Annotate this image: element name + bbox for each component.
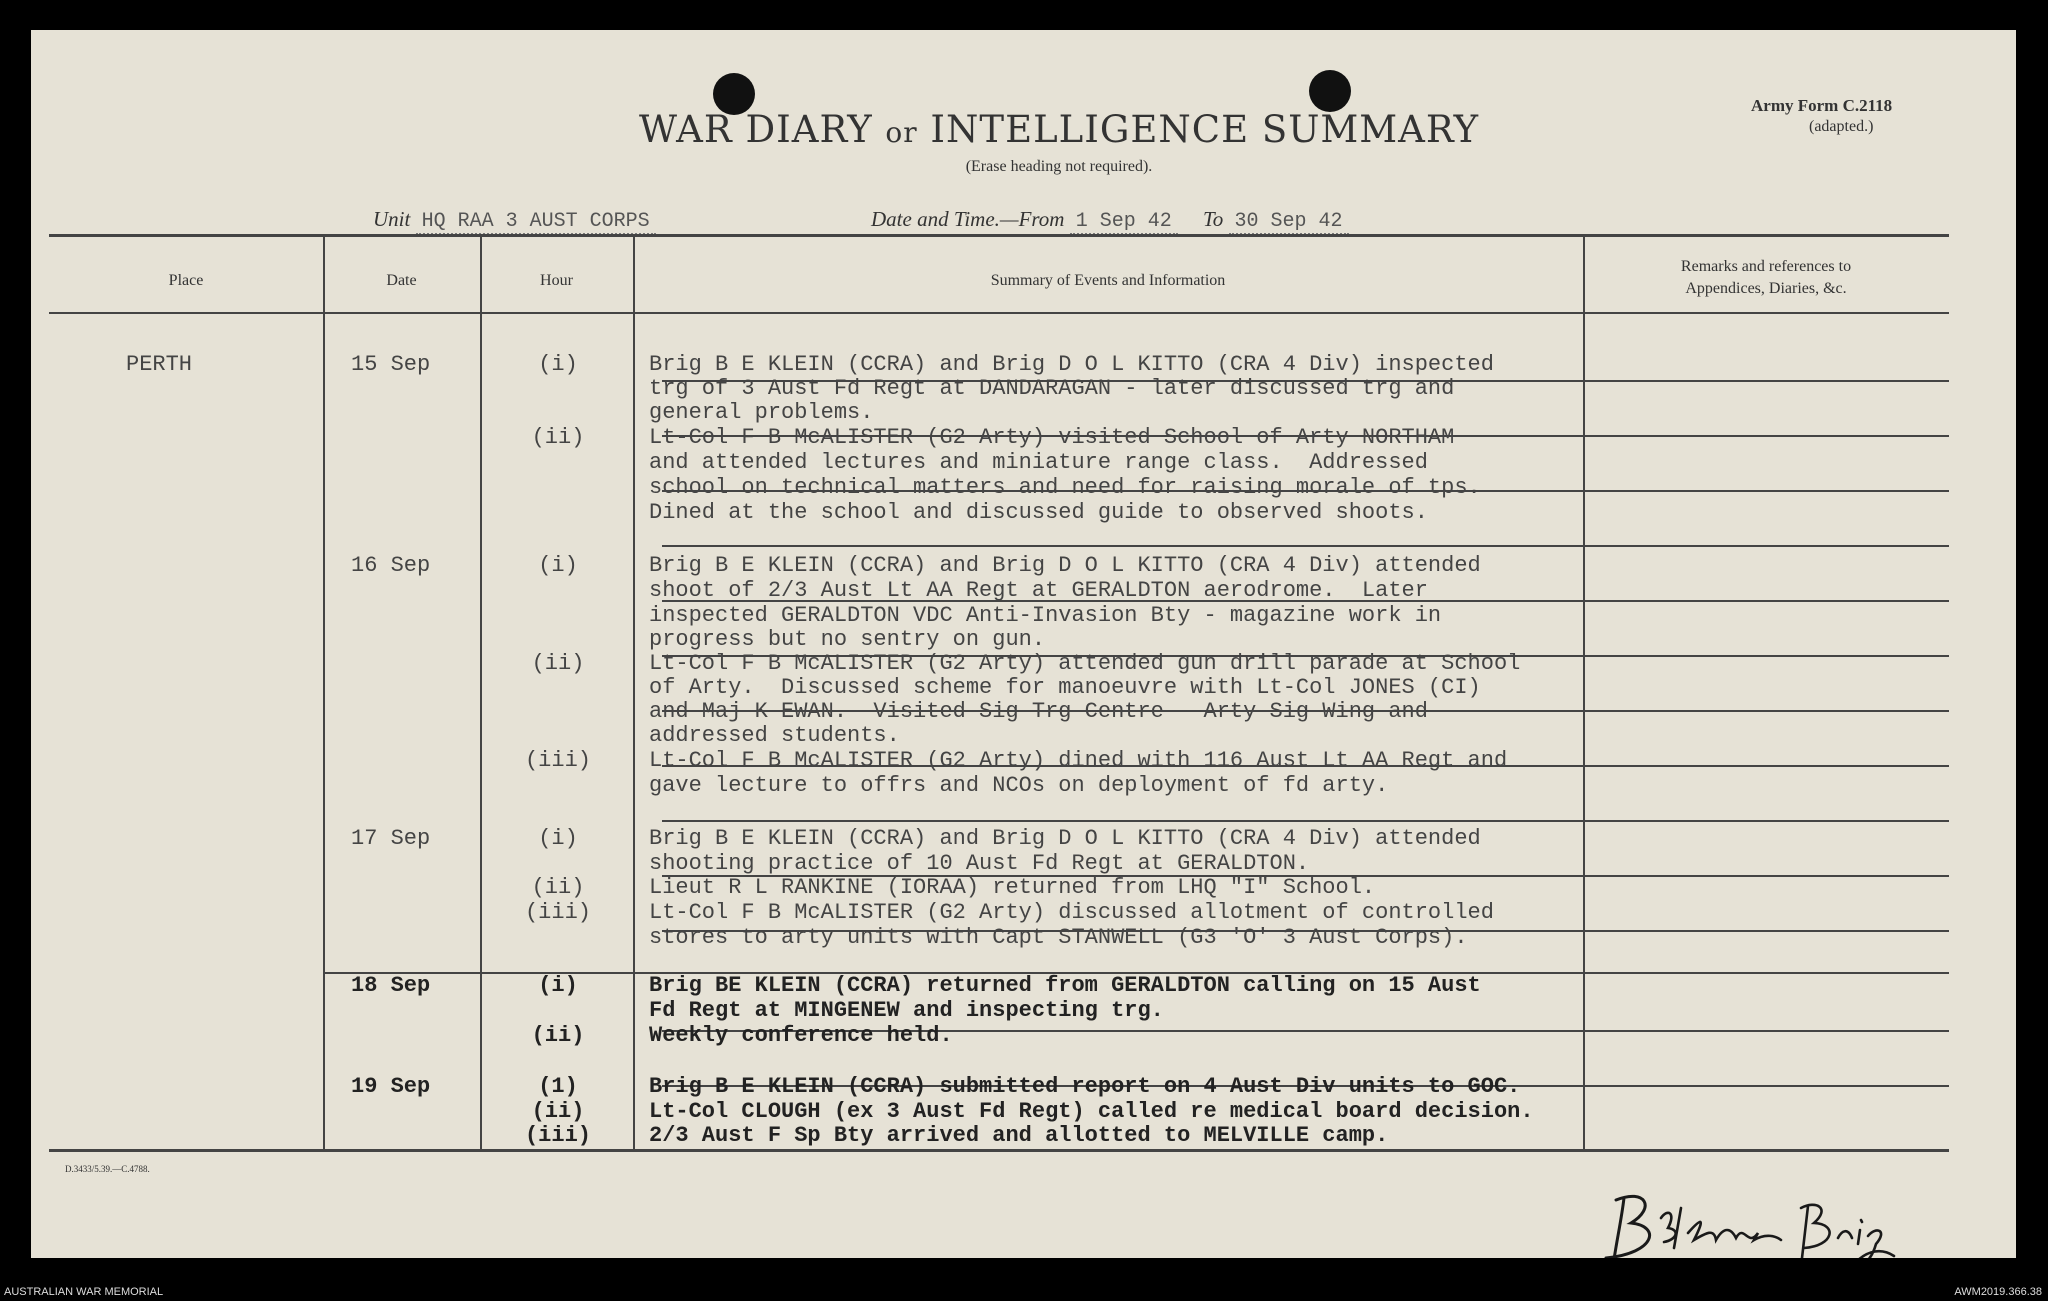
column-header-date: Date [386, 272, 417, 289]
summary-line: stores to arty units with Capt STANWELL (G3 'O' 3 Aust Corps). [649, 925, 1468, 950]
summary-line: general problems. [649, 400, 874, 425]
date-to: 30 Sep 42 [1229, 210, 1349, 235]
column-header-remarks [1583, 256, 1949, 300]
date-cell: 16 Sep [351, 553, 431, 578]
remarks-header-line-1: Remarks and references to [1680, 258, 1852, 275]
summary-line: Lt-Col F B McALISTER (G2 Arty) discussed allotment of controlled [649, 900, 1494, 925]
hour-cell: (i) [538, 973, 578, 998]
summary-line: Brig B E KLEIN (CCRA) and Brig D O L KITTO (CRA 4 Div) attended [649, 826, 1481, 851]
form-number: Army Form C.2118 [1751, 96, 1893, 115]
summary-line: Fd Regt at MINGENEW and inspecting trg. [649, 998, 1164, 1023]
war-diary-page [31, 30, 2016, 1258]
hour-cell: (1) [538, 1074, 578, 1099]
hour-cell: (ii) [531, 1099, 585, 1124]
hour-cell: (iii) [524, 1123, 591, 1148]
hour-cell: (i) [538, 826, 578, 851]
summary-line: shooting practice of 10 Aust Fd Regt at GERALDTON. [649, 851, 1310, 876]
summary-line: school on technical matters and need for raising morale of tps. [649, 475, 1481, 500]
date-label: Date and Time.—From [871, 207, 1065, 231]
column-header-summary: Summary of Events and Information [990, 272, 1226, 289]
summary-line: Weekly conference held. [649, 1023, 953, 1048]
summary-line: and attended lectures and miniature range class. Addressed [649, 450, 1428, 475]
summary-line: Dined at the school and discussed guide to observed shoots. [649, 500, 1428, 525]
summary-line: gave lecture to offrs and NCOs on deployment of fd arty. [649, 773, 1389, 798]
title-intelligence-summary: INTELLIGENCE SUMMARY [930, 108, 1480, 151]
title-or: or [885, 116, 918, 149]
summary-line: addressed students. [649, 723, 900, 748]
hour-cell: (ii) [531, 651, 585, 676]
col-divider-summary [1583, 235, 1585, 1150]
summary-line: and Maj K EWAN. Visited Sig Trg Centre - Arty Sig Wing and [649, 699, 1428, 724]
summary-line: of Arty. Discussed scheme for manoeuvre with Lt-Col JONES (CI) [649, 675, 1481, 700]
col-divider-date [480, 235, 482, 1150]
hour-cell: (iii) [524, 748, 591, 773]
print-code: D.3433/5.39.—C.4788. [65, 1164, 150, 1174]
punch-hole-right [1309, 70, 1351, 112]
col-divider-place [323, 235, 325, 1150]
summary-line: inspected GERALDTON VDC Anti-Invasion Bty - magazine work in [649, 603, 1442, 628]
handwritten-signature [1576, 1178, 1916, 1258]
summary-line: shoot of 2/3 Aust Lt AA Regt at GERALDTON aerodrome. Later [649, 578, 1428, 603]
hour-cell: (ii) [531, 875, 585, 900]
date-range-field [871, 207, 1349, 233]
summary-line: Lt-Col F B McALISTER (G2 Arty) dined with 116 Aust Lt AA Regt and [649, 748, 1508, 773]
unit-label: Unit [373, 207, 411, 231]
title-war-diary: WAR DIARY [638, 108, 873, 151]
form-adapted: (adapted.) [1809, 118, 1874, 135]
summary-line: Brig B E KLEIN (CCRA) and Brig D O L KITTO (CRA 4 Div) attended [649, 553, 1481, 578]
date-cell: 18 Sep [351, 973, 431, 998]
hour-cell: (i) [538, 352, 578, 377]
summary-line: trg of 3 Aust Fd Regt at DANDARAGAN - later discussed trg and [649, 376, 1455, 401]
summary-line: Brig B E KLEIN (CCRA) submitted report on 4 Aust Div units to GOC. [649, 1074, 1521, 1099]
column-header-place: Place [168, 272, 204, 289]
page-subtitle: (Erase heading not required). [965, 158, 1153, 175]
archive-reference: AWM2019.366.38 [1954, 1286, 2042, 1298]
page-title [579, 108, 1539, 151]
date-cell: 17 Sep [351, 826, 431, 851]
summary-line: Lieut R L RANKINE (IORAA) returned from LHQ "I" School. [649, 875, 1376, 900]
summary-line: Lt-Col CLOUGH (ex 3 Aust Fd Regt) called re medical board decision. [649, 1099, 1534, 1124]
date-cell: 19 Sep [351, 1074, 431, 1099]
hour-cell: (i) [538, 553, 578, 578]
unit-field [373, 207, 656, 233]
date-cell: 15 Sep [351, 352, 431, 377]
date-from: 1 Sep 42 [1070, 210, 1178, 235]
place-cell: PERTH [126, 352, 193, 377]
remarks-header-line-2: Appendices, Diaries, &c. [1685, 280, 1847, 297]
table-top-rule [49, 234, 1949, 237]
summary-line: progress but no sentry on gun. [649, 627, 1046, 652]
col-divider-hour [633, 235, 635, 1150]
summary-line: Lt-Col F B McALISTER (G2 Arty) visited School of Arty NORTHAM [649, 425, 1455, 450]
unit-value: HQ RAA 3 AUST CORPS [416, 210, 656, 235]
hour-cell: (ii) [531, 425, 585, 450]
header-rule [49, 312, 1949, 314]
hour-cell: (iii) [524, 900, 591, 925]
summary-line: 2/3 Aust F Sp Bty arrived and allotted to MELVILLE camp. [649, 1123, 1389, 1148]
summary-line: Lt-Col F B McALISTER (G2 Arty) attended gun drill parade at School [649, 651, 1521, 676]
hour-cell: (ii) [531, 1023, 585, 1048]
summary-line: Brig BE KLEIN (CCRA) returned from GERALDTON calling on 15 Aust [649, 973, 1481, 998]
column-header-hour: Hour [540, 272, 573, 289]
table-bottom-rule [49, 1149, 1949, 1152]
date-to-label: To [1203, 207, 1224, 231]
summary-line: Brig B E KLEIN (CCRA) and Brig D O L KITTO (CRA 4 Div) inspected [649, 352, 1494, 377]
archive-credit: AUSTRALIAN WAR MEMORIAL [4, 1286, 164, 1298]
